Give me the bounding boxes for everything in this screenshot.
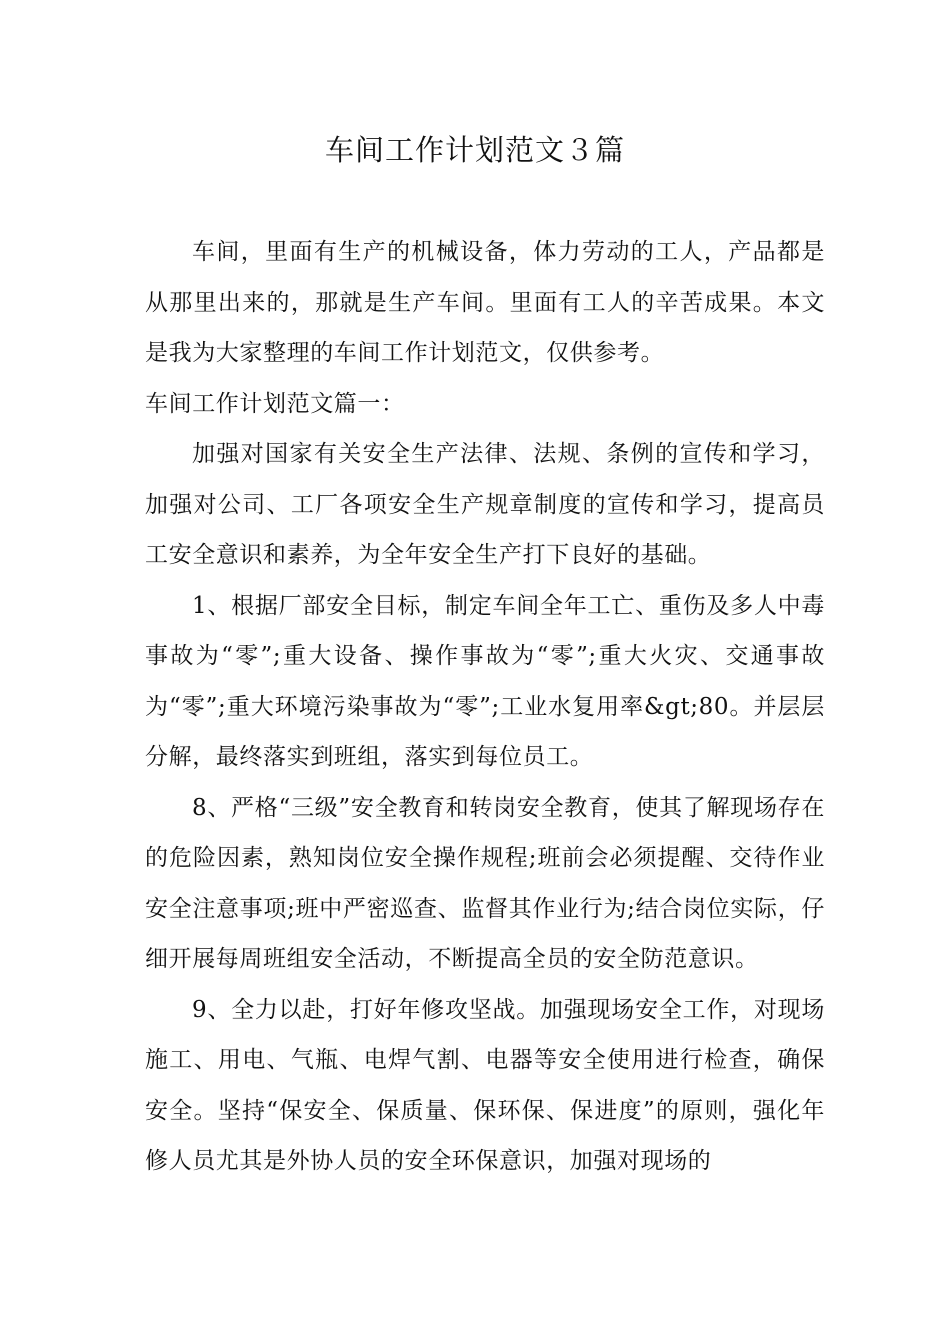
intro-paragraph: 车间，里面有生产的机械设备，体力劳动的工人，产品都是从那里出来的，那就是生产车间。里面有工人的辛苦成果。本文是我为大家整理的车间工作计划范文，仅供参考。 [145,239,825,366]
body-paragraph: 加强对国家有关安全生产法律、法规、条例的宣传和学习，加强对公司、工厂各项安全生产规章制度的宣传和学习，提高员工安全意识和素养，为全年安全生产打下良好的基础。 [145,441,825,568]
section-heading: 车间工作计划范文篇一： [145,390,405,417]
document-title: 车间工作计划范文３篇 [324,133,625,167]
document-body [145,227,825,1187]
list-item-9: 9、全力以赴，打好年修攻坚战。加强现场安全工作，对现场施工、用电、气瓶、电焊气割、电器等安全使用进行检查，确保安全。坚持“保安全、保质量、保环保、保进度”的原则，强化年修人员尤其是外协人员的安全环保意识，加强对现场的 [145,996,825,1174]
list-item-8: 8、严格“三级”安全教育和转岗安全教育，使其了解现场存在的危险因素，熟知岗位安全操作规程;班前会必须提醒、交待作业安全注意事项;班中严密巡查、监督其作业行为;结合岗位实际，仔细开展每周班组安全活动，不断提高全员的安全防范意识。 [145,794,825,972]
list-item-1: 1、根据厂部安全目标，制定车间全年工亡、重伤及多人中毒事故为“零”;重大设备、操作事故为“零”;重大火灾、交通事故为“零”;重大环境污染事故为“零”;工业水复用率&gt;80。并层层分解，最终落实到班组，落实到每位员工。 [145,592,825,770]
